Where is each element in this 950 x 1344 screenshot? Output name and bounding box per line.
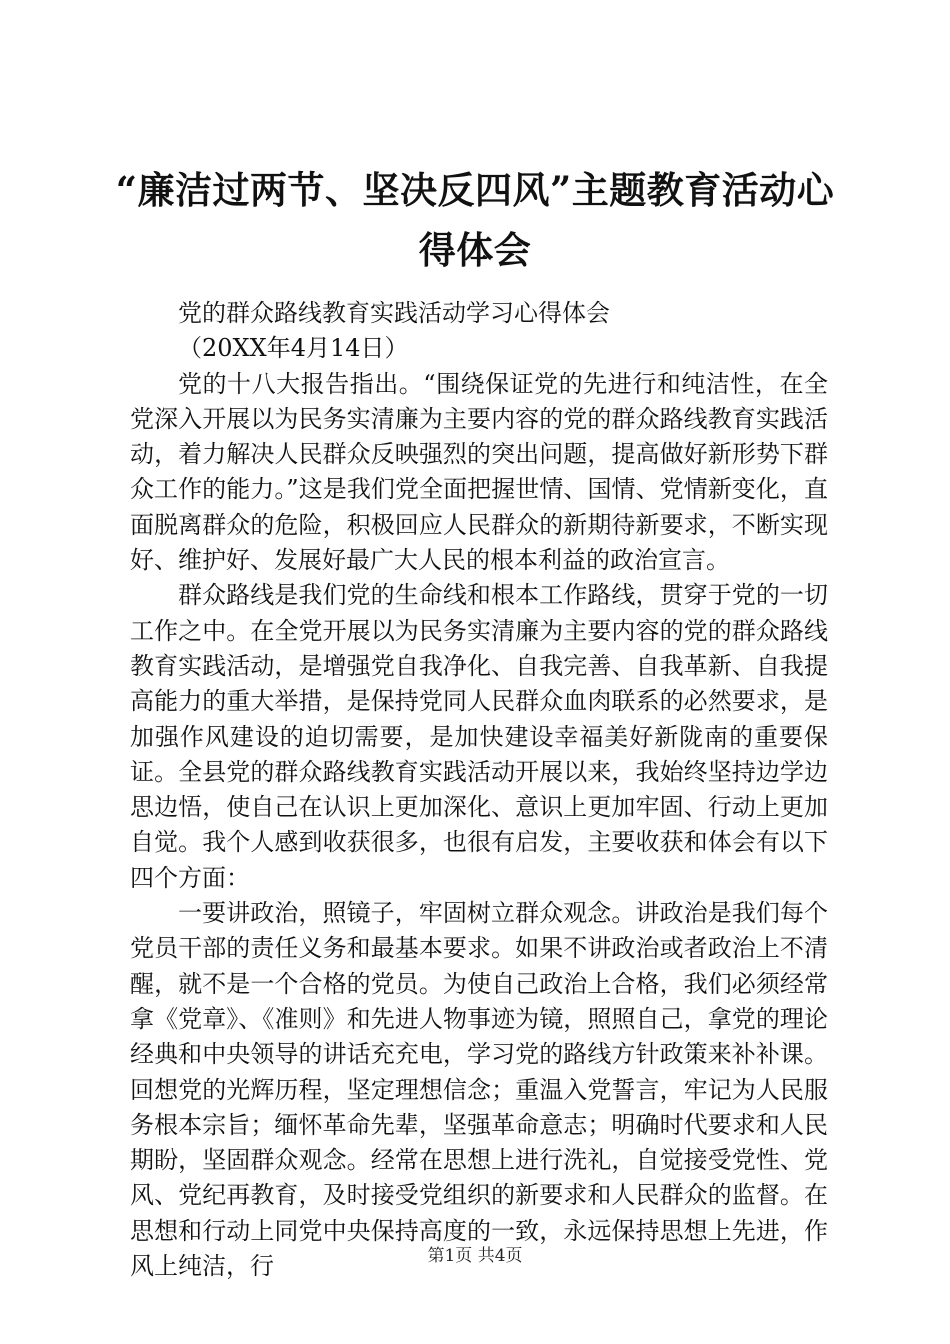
- paragraph: 群众路线是我们党的生命线和根本工作路线，贯穿于党的一切工作之中。在全党开展以为民务实清廉为主要内容的党的群众路线教育实践活动，是增强党自我净化、自我完善、自我革新、自我提高能力的重大举措，是保持党同人民群众血肉联系的必然要求，是加强作风建设的迫切需要，是加快建设幸福美好新陇南的重要保证。全县党的群众路线教育实践活动开展以来，我始终坚持边学边思边悟，使自己在认识上更加深化、意识上更加牢固、行动上更加自觉。我个人感到收获很多，也很有启发，主要收获和体会有以下四个方面：: [130, 581, 828, 892]
- paragraph: 一要讲政治，照镜子，牢固树立群众观念。讲政治是我们每个党员干部的责任义务和最基本要求。如果不讲政治或者政治上不清醒，就不是一个合格的党员。为使自己政治上合格，我们必须经常拿《党章》、《准则》和先进人物事迹为镜，照照自己，拿党的理论经典和中央领导的讲话充充电，学习党的路线方针政策来补补课。回想党的光辉历程，坚定理想信念；重温入党誓言，牢记为人民服务根本宗旨；缅怀革命先辈，坚强革命意志；明确时代要求和人民期盼，坚固群众观念。经常在思想上进行洗礼，自觉接受党性、党风、党纪再教育，及时接受党组织的新要求和人民群众的监督。在思想和行动上同党中央保持高度的一致，永远保持思想上先进，作风上纯洁，行: [130, 899, 828, 1281]
- document-body: [130, 296, 828, 1284]
- paragraph: 党的十八大报告指出。“围绕保证党的先进行和纯洁性，在全党深入开展以为民务实清廉为主要内容的党的群众路线教育实践活动，着力解决人民群众反映强烈的突出问题，提高做好新形势下群众工作的能力。”这是我们党全面把握世情、国情、党情新变化，直面脱离群众的危险，积极回应人民群众的新期待新要求，不断实现好、维护好、发展好最广大人民的根本利益的政治宣言。: [130, 369, 828, 575]
- document-date: （20XX年4月14日）: [178, 334, 409, 363]
- document-title: “廉洁过两节、坚决反四风”主题教育活动心得体会: [115, 168, 835, 272]
- document-subtitle: 党的群众路线教育实践活动学习心得体会: [178, 299, 610, 327]
- page-number: 第1页 共4页: [427, 1246, 523, 1266]
